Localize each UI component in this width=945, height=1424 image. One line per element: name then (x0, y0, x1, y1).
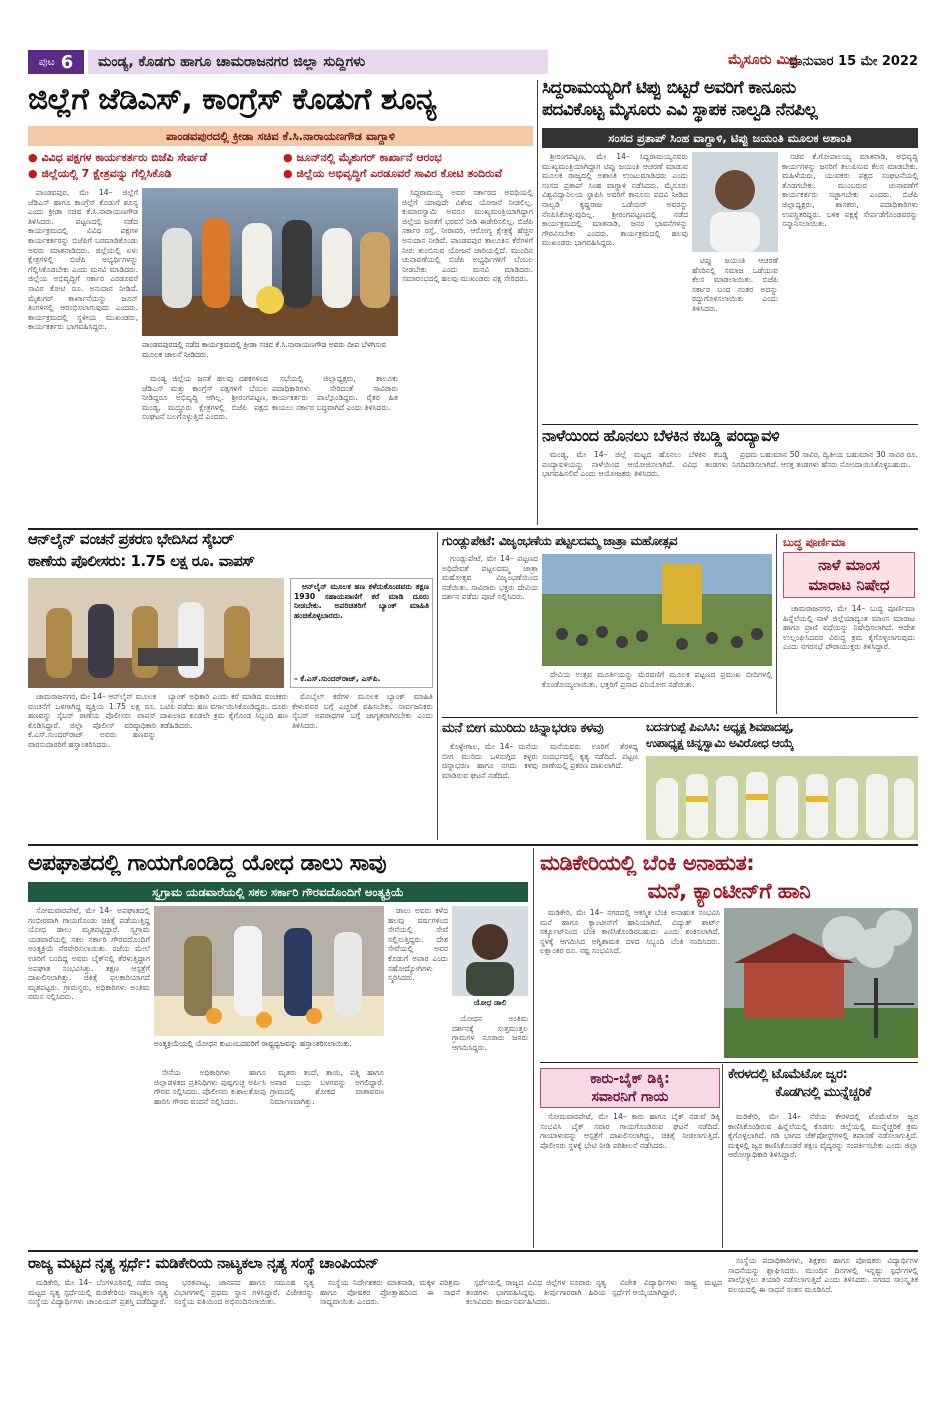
story9-column: ಯೋಧನ ಅಂತಿಮ ದರ್ಶನಕ್ಕೆ ಸುತ್ತಮುತ್ತಲ ಗ್ರಾಮಗಳ ನೂರಾರು ಜನರು ಆಗಮಿಸಿದ್ದರು. (452, 1014, 528, 1052)
newspaper-page (28, 40, 918, 1410)
story6-headline-box (783, 552, 915, 598)
story1-column: ಸಭೆಯಲ್ಲಿ ಜಿಲ್ಲಾಧ್ಯಕ್ಷರು, ತಾಲೂಕು ಪದಾಧಿಕಾರಿಗಳು ಸೇರಿದಂತೆ ಸಾವಿರಾರು ಕಾರ್ಯಕರ್ತರು ಪಾಲ್ಗೊಂಡಿದ್ದರು. ರೈತರ ಹಿತ ಕಾಯಲು ಸರ್ಕಾರ ಬದ್ಧವಾಗಿದೆ ಎಂದು ತಿಳಿಸಿದರು. (272, 374, 398, 412)
story9-portrait (452, 906, 528, 996)
story7-column: ಕೊಳ್ಳೇಗಾಲ, ಮೇ 14– ಮನೆಯ ಬೀಗ ಮುರಿದು ಒಳನುಗ್ಗಿದ ಕಳ್ಳರು ಚಿನ್ನಾಭರಣ ಹಾಗೂ ನಗದು ಕಳವು ಮಾಡಿರುವ ಘಟನೆ ನಡೆದಿದೆ. (442, 742, 538, 780)
story1-column: ಸಿದ್ದರಾಮಯ್ಯ ಅವರ ಸರ್ಕಾರದ ಅವಧಿಯಲ್ಲಿ ಜಿಲ್ಲೆಗೆ ಯಾವುದೇ ವಿಶೇಷ ಯೋಜನೆ ನೀಡಲಿಲ್ಲ. ಕುಮಾರಸ್ವಾಮಿ ಅವರೂ ಮುಖ್ಯಮಂತ್ರಿಯಾಗಿದ್ದಾಗ ಜಿಲ್ಲೆಯ ಜನತೆಗೆ ಭರವಸೆ ನೀಡಿ ಈಡೇರಿಸಲಿಲ್ಲ. ಬಿಜೆಪಿ ಸರ್ಕಾರ ರಸ್ತೆ, ನೀರಾವರಿ, ಆರೋಗ್ಯ ಕ್ಷೇತ್ರಕ್ಕೆ ಹೆಚ್ಚಿನ ಅನುದಾನ ನೀಡಿದೆ. ಪಾಂಡವಪುರ ತಾಲೂಕಿನ ಕೆರೆಗಳಿಗೆ ನೀರು ತುಂಬಿಸುವ ಯೋಜನೆ ಜಾರಿಯಲ್ಲಿದೆ. ಮುಂದಿನ ಚುನಾವಣೆಯಲ್ಲಿ ಬಿಜೆಪಿ ಅಭ್ಯರ್ಥಿಗಳಿಗೆ ಬೆಂಬಲ ನೀಡಬೇಕು ಎಂದು ಮನವಿ ಮಾಡಿದರು. ಸಮಾರಂಭದಲ್ಲಿ ಹಲವು ಮುಖಂಡರು ಪಕ್ಷ ಸೇರಿದರು. (402, 188, 533, 284)
story5-headline: ಗುಂಡ್ಲುಪೇಟೆ: ವಿಜೃಂಭಣೆಯ ಪಟ್ಟಲದಮ್ಮ ಜಾತ್ರಾ ಮಹೋತ್ಸವ (442, 533, 678, 548)
story-divider (540, 1062, 918, 1063)
story13-column: ಸಂಸ್ಥೆಯ ನಿರ್ದೇಶಕರು ಮಾತನಾಡಿ, ಮಕ್ಕಳ ಪರಿಶ್ರಮ ಹಾಗೂ ಪೋಷಕರ ಪ್ರೋತ್ಸಾಹದಿಂದ ಈ ಸಾಧನೆ ಸಾಧ್ಯವಾಯಿತು ಎಂದರು. (320, 1278, 460, 1307)
story1-column: ಪಾಂಡವಪುರ, ಮೇ 14– ಜಿಲ್ಲೆಗೆ ಜೆಡಿಎಸ್ ಹಾಗೂ ಕಾಂಗ್ರೆಸ್ ಕೊಡುಗೆ ಶೂನ್ಯ ಎಂದು ಕ್ರೀಡಾ ಸಚಿವ ಕೆ.ಸಿ.ನಾರಾಯಣಗೌಡ ತಿಳಿಸಿದರು. ಪಟ್ಟಣದಲ್ಲಿ ನಡೆದ ಕಾರ್ಯಕ್ರಮದಲ್ಲಿ ವಿವಿಧ ಪಕ್ಷಗಳ ಕಾರ್ಯಕರ್ತರನ್ನು ಬಿಜೆಪಿಗೆ ಬರಮಾಡಿಕೊಂಡು ಅವರು ಮಾತನಾಡಿದರು. ಜಿಲ್ಲೆಯಲ್ಲಿ ಏಳು ಕ್ಷೇತ್ರಗಳಲ್ಲಿ ಬಿಜೆಪಿ ಅಭ್ಯರ್ಥಿಗಳನ್ನು ಗೆಲ್ಲಿಸಿಕೊಡಬೇಕು ಎಂದು ಮನವಿ ಮಾಡಿದರು. ಜಿಲ್ಲೆಯ ಅಭಿವೃದ್ಧಿಗೆ ಸರ್ಕಾರ ಎರಡೂವರೆ ಸಾವಿರ ಕೋಟಿ ರೂ. ಅನುದಾನ ನೀಡಿದೆ. ಮೈಶುಗರ್ ಕಾರ್ಖಾನೆಯನ್ನು ಜೂನ್ ತಿಂಗಳಿನಲ್ಲಿ ಆರಂಭಿಸಲಾಗುವುದು ಎಂದರು. ಕಾರ್ಯಕ್ರಮದಲ್ಲಿ ಸ್ಥಳೀಯ ಮುಖಂಡರು, ಕಾರ್ಯಕರ್ತರು ಭಾಗವಹಿಸಿದ್ದರು. (28, 188, 138, 332)
story1-bullets-left (28, 150, 278, 182)
story2-headline-line1: ಸಿದ್ದರಾಮಯ್ಯರಿಗೆ ಟಿಪ್ಪು ಬಿಟ್ಟರೆ ಅವರಿಗೆ ಕಾನೂನು (542, 78, 796, 98)
funeral-photo (154, 906, 384, 1036)
group-photo (646, 756, 918, 840)
story2-column: ಟಿಪ್ಪು ಜಯಂತಿ ಆಚರಣೆ ಹೆಸರಿನಲ್ಲಿ ಸಮಾಜ ಒಡೆಯುವ ಕೆಲಸ ಮಾಡಲಾಯಿತು. ಬಿಜೆಪಿ ಸರ್ಕಾರ ಬಂದ ನಂತರ ಅದನ್ನು ರದ್ದುಗೊಳಿಸಲಾಯಿತು ಎಂದು ತಿಳಿಸಿದರು. (692, 256, 778, 313)
story3-column: ಮಂಡ್ಯ, ಮೇ 14– ಜಿಲ್ಲೆ ಮಟ್ಟದ ಹೊನಲು ಬೆಳಕಿನ ಕಬಡ್ಡಿ ಪಂದ್ಯಾವಳಿಯನ್ನು ನಾಳೆಯಿಂದ ಆಯೋಜಿಸಲಾಗಿದೆ. ವಿವಿಧ ತಂಡಗಳು ಭಾಗವಹಿಸಲಿವೆ ಎಂದು ಆಯೋಜಕರು ತಿಳಿಸಿದರು. (542, 450, 728, 479)
police-photo (28, 578, 284, 688)
page-word: ಪುಟ (38, 55, 55, 68)
column-divider (537, 80, 538, 525)
story9-column: ಮೃತರು ತಂದೆ, ತಾಯಿ, ಪತ್ನಿ ಹಾಗೂ ಅಪಾರ ಬಂಧು ಬಳಗವನ್ನು ಅಗಲಿದ್ದಾರೆ. ಗ್ರಾಮದಲ್ಲಿ ಶೋಕದ ವಾತಾವರಣ ನಿರ್ಮಾಣವಾಗಿತ್ತು. (270, 1068, 384, 1106)
story8-headline-line1: ಬದನಗುಪ್ಪೆ ಪಿಎಸಿಸಿ: ಅಧ್ಯಕ್ಷ ಶಿವಪಾದಪ್ಪ, (646, 720, 794, 734)
page-number-badge (28, 50, 84, 74)
story2-portrait (692, 152, 778, 252)
portrait-photo (692, 152, 778, 252)
story1-headline: ಜಿಲ್ಲೆಗೆ ಜೆಡಿಎಸ್, ಕಾಂಗ್ರೆಸ್ ಕೊಡುಗೆ ಶೂನ್ಯ (28, 82, 437, 117)
story11-headline-box (540, 1068, 720, 1108)
bullet: ● ಜೂನ್‌ನಲ್ಲಿ ಮೈಶುಗರ್ ಕಾರ್ಖಾನೆ ಆರಂಭ (283, 150, 533, 166)
story2-headline-line2: ಪದವಿಕೊಟ್ಟ ಮೈಸೂರು ಎವಿ ಸ್ಥಾಪಕ ನಾಲ್ವಡಿ ನೆನಪಿಲ್ಲ (542, 100, 818, 120)
column-divider (722, 1064, 723, 1248)
story13-column: ಸ್ಪರ್ಧೆಯಲ್ಲಿ ರಾಜ್ಯದ ವಿವಿಧ ಜಿಲ್ಲೆಗಳ ನೂರಾರು ನೃತ್ಯ ತಂಡಗಳು ಭಾಗವಹಿಸಿದ್ದವು. ತೀರ್ಪುಗಾರರಾಗಿ ಹಿರಿಯ ಕಲಾವಿದರು ಕಾರ್ಯನಿರ್ವಹಿಸಿದರು. (466, 1278, 606, 1307)
story4-headline-line1: ಆನ್‌ಲೈನ್ ವಂಚನೆ ಪ್ರಕರಣ ಭೇದಿಸಿದ ಸೈಬರ್ (28, 530, 234, 548)
story7-column: ಮನೆಯವರು ಊರಿಗೆ ತೆರಳಿದ್ದ ಸಂದರ್ಭದಲ್ಲಿ ಕೃತ್ಯ ನಡೆದಿದೆ. ಪಟ್ಟಣ ಠಾಣೆಯಲ್ಲಿ ಪ್ರಕರಣ ದಾಖಲಾಗಿದೆ. (542, 742, 638, 771)
story13-column: ಮಡಿಕೇರಿ, ಮೇ 14– ಬೆಂಗಳೂರಿನಲ್ಲಿ ನಡೆದ ರಾಜ್ಯ ಮಟ್ಟದ ನೃತ್ಯ ಸ್ಪರ್ಧೆಯಲ್ಲಿ ಮಡಿಕೇರಿಯ ನಾಟ್ಯಕಲಾ ನೃತ್ಯ ಸಂಸ್ಥೆಯ ವಿದ್ಯಾರ್ಥಿಗಳು ಚಾಂಪಿಯನ್ ಪ್ರಶಸ್ತಿ ಪಡೆದಿದ್ದಾರೆ. (28, 1278, 168, 1307)
quote-sign: – ಕೆ.ಎಸ್.ಸುಂದರ್‌ರಾಜ್, ಎಸ್‌ಪಿ. (294, 674, 381, 683)
story10-headline-line2: ಮನೆ, ಕ್ಯಾಂಟೀನ್‌ಗೆ ಹಾನಿ (647, 879, 811, 903)
story6-column: ಚಾಮರಾಜನಗರ, ಮೇ 14– ಬುದ್ಧ ಪೂರ್ಣಿಮಾ ಹಿನ್ನೆಲೆಯಲ್ಲಿ ನಾಳೆ ಜಿಲ್ಲೆಯಾದ್ಯಂತ ಮಾಂಸ ಮಾರಾಟ ಹಾಗೂ ಪ್ರಾಣಿ ವಧೆಯನ್ನು ನಿಷೇಧಿಸಲಾಗಿದೆ. ಆದೇಶ ಉಲ್ಲಂಘಿಸಿದವರ ವಿರುದ್ಧ ಕ್ರಮ ಕೈಗೊಳ್ಳಲಾಗುವುದು ಎಂದು ನಗರಸಭೆ ಪೌರಾಯುಕ್ತರು ತಿಳಿಸಿದ್ದಾರೆ. (783, 604, 915, 652)
section-divider (28, 1250, 918, 1252)
story8-photo (646, 756, 918, 840)
paper-name: ಮೈಸೂರು ಮಿತ್ರ (728, 52, 798, 68)
bullet: ● ಜಿಲ್ಲೆಯ ಅಭಿವೃದ್ಧಿಗೆ ಎರಡೂವರೆ ಸಾವಿರ ಕೋಟಿ ತಂದಿರುವೆ (283, 166, 533, 182)
story9-headline: ಅಪಘಾತದಲ್ಲಿ ಗಾಯಗೊಂಡಿದ್ದ ಯೋಧ ಡಾಲು ಸಾವು (28, 851, 387, 876)
soldier-portrait (452, 906, 528, 996)
story1-photo (142, 188, 398, 336)
section-title: ಮಂಡ್ಯ, ಕೊಡಗು ಹಾಗೂ ಚಾಮರಾಜನಗರ ಜಿಲ್ಲಾ ಸುದ್ದಿಗಳು (88, 50, 548, 74)
story12-headline-line2: ಕೊಡಗಿನಲ್ಲಿ ಮುನ್ನೆಚ್ಚರಿಕೆ (775, 1085, 871, 1100)
story10-headline-line1: ಮಡಿಕೇರಿಯಲ್ಲಿ ಬೆಂಕಿ ಅನಾಹುತ: (540, 851, 755, 875)
story6-headline-line2: ಮಾರಾಟ ನಿಷೇಧ (808, 576, 890, 594)
page-number: 6 (60, 51, 74, 73)
story10-column: ಮಡಿಕೇರಿ, ಮೇ 14– ನಗರದಲ್ಲಿ ಆಕಸ್ಮಿಕ ಬೆಂಕಿ ಅನಾಹುತ ಸಂಭವಿಸಿ ಮನೆ ಹಾಗೂ ಕ್ಯಾಂಟೀನ್‌ಗೆ ಹಾನಿಯಾಗಿದೆ. ವಿದ್ಯುತ್ ಶಾರ್ಟ್ ಸರ್ಕ್ಯೂಟ್‌ನಿಂದ ಬೆಂಕಿ ಕಾಣಿಸಿಕೊಂಡಿರಬಹುದು ಎಂದು ಶಂಕಿಸಲಾಗಿದೆ. ಸ್ಥಳಕ್ಕೆ ಆಗಮಿಸಿದ ಅಗ್ನಿಶಾಮಕ ದಳದ ಸಿಬ್ಬಂದಿ ಬೆಂಕಿ ನಂದಿಸಿದರು. ಲಕ್ಷಾಂತರ ರೂ. ನಷ್ಟ ಸಂಭವಿಸಿದೆ. (540, 908, 720, 956)
story12-column: ಮಡಿಕೇರಿ, ಮೇ 14– ನೆರೆಯ ಕೇರಳದಲ್ಲಿ ಟೊಮೆಟೋ ಜ್ವರ ಕಾಣಿಸಿಕೊಂಡಿರುವ ಹಿನ್ನೆಲೆಯಲ್ಲಿ ಕೊಡಗು ಜಿಲ್ಲೆಯಲ್ಲಿ ಮುನ್ನೆಚ್ಚರಿಕೆ ಕ್ರಮ ಕೈಗೊಳ್ಳಲಾಗಿದೆ. ಗಡಿ ಭಾಗದ ಚೆಕ್‌ಪೋಸ್ಟ್‌ಗಳಲ್ಲಿ ತಪಾಸಣೆ ನಡೆಸಲಾಗುತ್ತಿದೆ. ಮಕ್ಕಳಲ್ಲಿ ಜ್ವರ ಕಾಣಿಸಿಕೊಂಡರೆ ತಕ್ಷಣ ವೈದ್ಯರನ್ನು ಸಂಪರ್ಕಿಸಬೇಕು ಎಂದು ಜಿಲ್ಲಾ ಆರೋಗ್ಯಾಧಿಕಾರಿ ತಿಳಿಸಿದ್ದಾರೆ. (728, 1112, 918, 1160)
story9-photo (154, 906, 384, 1036)
issue-date: ಭಾನುವಾರ 15 ಮೇ 2022 (788, 54, 918, 69)
quote-text: ಆನ್‌ಲೈನ್ ಮೂಲಕ ಹಣ ಕಳೆದುಕೊಂಡವರು ತಕ್ಷಣ 1930 ಸಹಾಯವಾಣಿಗೆ ಕರೆ ಮಾಡಿ ದೂರು ನೀಡಬೇಕು. ಅಪರಿಚಿತರಿಗೆ ಬ್ಯಾಂಕ್ ಮಾಹಿತಿ ಹಂಚಿಕೊಳ್ಳಬಾರದು. (294, 582, 429, 620)
story1-subhead: ಪಾಂಡವಪುರದಲ್ಲಿ ಕ್ರೀಡಾ ಸಚಿವ ಕೆ.ಸಿ.ನಾರಾಯಣಗೌಡ ವಾಗ್ದಾಳಿ (28, 126, 533, 146)
story1-bullets-right (283, 150, 533, 182)
column-divider (533, 848, 534, 1248)
story-divider (542, 424, 918, 425)
story9-column: ಸೇನೆಯ ಅಧಿಕಾರಿಗಳು ಹಾಗೂ ಜಿಲ್ಲಾಡಳಿತದ ಪ್ರತಿನಿಧಿಗಳು ಪುಷ್ಪಗುಚ್ಛ ಅರ್ಪಿಸಿ ಗೌರವ ಸಲ್ಲಿಸಿದರು. ಪೊಲೀಸರು ಕುಶಾಲತೋಪು ಹಾರಿಸಿ ಗೌರವ ವಂದನೆ ಸಲ್ಲಿಸಿದರು. (154, 1068, 266, 1106)
story13-column: ವಿಜೇತ ವಿದ್ಯಾರ್ಥಿಗಳು ರಾಷ್ಟ್ರ ಮಟ್ಟದ ಸ್ಪರ್ಧೆಗೆ ಆಯ್ಕೆಯಾಗಿದ್ದಾರೆ. (612, 1278, 722, 1297)
story10-photo (724, 908, 918, 1058)
story11-column: ಸೋಮವಾರಪೇಟೆ, ಮೇ 14– ಕಾರು ಹಾಗೂ ಬೈಕ್ ನಡುವೆ ಡಿಕ್ಕಿ ಸಂಭವಿಸಿ ಬೈಕ್ ಸವಾರ ಗಾಯಗೊಂಡಿರುವ ಘಟನೆ ನಡೆದಿದೆ. ಗಾಯಾಳುವನ್ನು ಆಸ್ಪತ್ರೆಗೆ ದಾಖಲಿಸಲಾಗಿದ್ದು, ಚಿಕಿತ್ಸೆ ನೀಡಲಾಗುತ್ತಿದೆ. ಪೊಲೀಸರು ಸ್ಥಳಕ್ಕೆ ಭೇಟಿ ನೀಡಿ ಪರಿಶೀಲನೆ ನಡೆಸಿದರು. (540, 1112, 720, 1150)
story9-column: ಸೋಮವಾರಪೇಟೆ, ಮೇ 14– ಅಪಘಾತದಲ್ಲಿ ಗಂಭೀರವಾಗಿ ಗಾಯಗೊಂಡು ಚಿಕಿತ್ಸೆ ಪಡೆಯುತ್ತಿದ್ದ ಯೋಧ ಡಾಲು ಮೃತಪಟ್ಟಿದ್ದಾರೆ. ಸ್ವಗ್ರಾಮ ಯಡವಾರೆಯಲ್ಲಿ ಸಕಲ ಸರ್ಕಾರಿ ಗೌರವದೊಂದಿಗೆ ಅಂತ್ಯಕ್ರಿಯೆ ನೆರವೇರಿಸಲಾಯಿತು. ರಜೆಯ ಮೇಲೆ ಊರಿಗೆ ಬಂದಿದ್ದ ಅವರು ಬೈಕ್‌ನಲ್ಲಿ ತೆರಳುತ್ತಿದ್ದಾಗ ಅಪಘಾತ ಸಂಭವಿಸಿತ್ತು. ತಕ್ಷಣ ಆಸ್ಪತ್ರೆಗೆ ದಾಖಲಿಸಲಾಗಿತ್ತು. ಚಿಕಿತ್ಸೆ ಫಲಕಾರಿಯಾಗದೆ ಮೃತಪಟ್ಟರು. ಗ್ರಾಮಸ್ಥರು, ಅಧಿಕಾರಿಗಳು ಅಂತಿಮ ನಮನ ಸಲ್ಲಿಸಿದರು. (28, 906, 150, 1002)
story9-column: ಡಾಲು ಅವರು ಕಳೆದ ಹಲವು ವರ್ಷಗಳಿಂದ ಸೇನೆಯಲ್ಲಿ ಸೇವೆ ಸಲ್ಲಿಸುತ್ತಿದ್ದರು. ದೇಶ ಸೇವೆಯಲ್ಲಿ ಅವರ ಕೊಡುಗೆ ಅಪಾರ ಎಂದು ಸಹೋದ್ಯೋಗಿಗಳು ಸ್ಮರಿಸಿದರು. (388, 906, 448, 983)
story4-column: ಚಾಮರಾಜನಗರ, ಮೇ 14– ಆನ್‌ಲೈನ್ ಮೂಲಕ ವಂಚನೆಗೆ ಒಳಗಾಗಿದ್ದ ವ್ಯಕ್ತಿಯ 1.75 ಲಕ್ಷ ರೂ. ಹಣವನ್ನು ಸೈಬರ್ ಠಾಣೆಯ ಪೊಲೀಸರು ವಾಪಸ್ ಕೊಡಿಸಿದ್ದಾರೆ. ಜಿಲ್ಲಾ ಪೊಲೀಸ್ ವರಿಷ್ಠಾಧಿಕಾರಿ ಕೆ.ಎಸ್.ಸುಂದರ್‌ರಾಜ್ ಅವರು ಹಣವನ್ನು ವಾರಸುದಾರರಿಗೆ ಹಸ್ತಾಂತರಿಸಿದರು. (28, 692, 156, 749)
story-divider (442, 717, 918, 718)
bullet: ● ವಿವಿಧ ಪಕ್ಷಗಳ ಕಾರ್ಯಕರ್ತರು ಬಿಜೆಪಿ ಸೇರ್ಪಡೆ (28, 150, 278, 166)
story13-headline: ರಾಜ್ಯ ಮಟ್ಟದ ನೃತ್ಯ ಸ್ಪರ್ಧೆ: ಮಡಿಕೇರಿಯ ನಾಟ್ಯಕಲಾ ನೃತ್ಯ ಸಂಸ್ಥೆ ಚಾಂಪಿಯನ್ (28, 1254, 379, 1272)
story6-kicker: ಬುದ್ಧ ಪೂರ್ಣಿಮಾ (783, 536, 846, 549)
story13-column: ಸಂಸ್ಥೆಯ ಪದಾಧಿಕಾರಿಗಳು, ಶಿಕ್ಷಕರು ಹಾಗೂ ಪೋಷಕರು ವಿದ್ಯಾರ್ಥಿಗಳ ಸಾಧನೆಯನ್ನು ಶ್ಲಾಘಿಸಿದರು. ಮುಂದಿನ ದಿನಗಳಲ್ಲಿ ಇನ್ನಷ್ಟು ಸ್ಪರ್ಧೆಗಳಲ್ಲಿ ಪಾಲ್ಗೊಳ್ಳಲು ತಯಾರಿ ನಡೆಸಲಾಗುತ್ತಿದೆ ಎಂದು ತಿಳಿಸಿದರು. ನಗರದ ಸಾಂಸ್ಕೃತಿಕ ವಲಯದಲ್ಲಿ ಈ ಸಾಧನೆ ಸಂತಸ ಮೂಡಿಸಿದೆ. (728, 1256, 918, 1294)
story2-subhead: ಸಂಸದ ಪ್ರತಾಪ್ ಸಿಂಹ ವಾಗ್ದಾಳಿ, ಟಿಪ್ಪು ಜಯಂತಿ ಮೂಲಕ ಅಶಾಂತಿ (542, 128, 918, 148)
festival-photo (542, 554, 772, 666)
fire-photo (724, 908, 918, 1058)
story11-headline-line2: ಸವಾರನಿಗೆ ಗಾಯ (591, 1089, 669, 1105)
story12-headline-line1: ಕೇರಳದಲ್ಲಿ ಟೊಮೆಟೋ ಜ್ವರ: (728, 1067, 848, 1082)
page-header (28, 48, 918, 76)
story4-photo (28, 578, 284, 688)
story1-photo-caption: ಪಾಂಡವಪುರದಲ್ಲಿ ನಡೆದ ಕಾರ್ಯಕ್ರಮದಲ್ಲಿ ಕ್ರೀಡಾ ಸಚಿವ ಕೆ.ಸಿ.ನಾರಾಯಣಗೌಡ ಅವರು ದೀಪ ಬೆಳಗಿಸುವ ಮೂಲಕ ಚಾಲನೆ ನೀಡಿದರು. (142, 340, 387, 359)
bullet: ● ಜಿಲ್ಲೆಯಲ್ಲಿ 7 ಕ್ಷೇತ್ರವನ್ನು ಗೆಲ್ಲಿಸಿಕೊಡಿ (28, 166, 278, 182)
story5-column: ಗುಂಡ್ಲುಪೇಟೆ, ಮೇ 14– ಪಟ್ಟಣದ ಅಧಿದೇವತೆ ಪಟ್ಟಲದಮ್ಮ ಜಾತ್ರಾ ಮಹೋತ್ಸವ ವಿಜೃಂಭಣೆಯಿಂದ ನಡೆಯಿತು. ಸಾವಿರಾರು ಭಕ್ತರು ದೇವಿಯ ದರ್ಶನ ಪಡೆದು ಪೂಜೆ ಸಲ್ಲಿಸಿದರು. (442, 554, 538, 602)
story5-photo (542, 554, 772, 666)
story9-photo-caption: ಅಂತ್ಯಕ್ರಿಯೆಯಲ್ಲಿ ಯೋಧನ ಕುಟುಂಬದವರಿಗೆ ರಾಷ್ಟ್ರಧ್ವಜವನ್ನು ಹಸ್ತಾಂತರಿಸಲಾಯಿತು. (154, 1039, 352, 1048)
story6-headline-line1: ನಾಳೆ ಮಾಂಸ (818, 556, 880, 574)
story9-subhead: ಸ್ವಗ್ರಾಮ ಯಡವಾರೆಯಲ್ಲಿ ಸಕಲ ಸರ್ಕಾರಿ ಗೌರವದೊಂದಿಗೆ ಅಂತ್ಯಕ್ರಿಯೆ (28, 882, 528, 902)
story3-column: ಪ್ರಥಮ ಬಹುಮಾನ 50 ಸಾವಿರ, ದ್ವಿತೀಯ ಬಹುಮಾನ 30 ಸಾವಿರ ರೂ. ನಿಗದಿಪಡಿಸಲಾಗಿದೆ. ಆಸಕ್ತ ತಂಡಗಳು ಹೆಸರು ನೋಂದಾಯಿಸಿಕೊಳ್ಳಬಹುದು. (732, 450, 918, 469)
story7-headline: ಮನೆ ಬೀಗ ಮುರಿದು ಚಿನ್ನಾಭರಣ ಕಳವು (442, 720, 604, 736)
story4-column: ಮೊಬೈಲ್ ಕರೆಗಳ ಮೂಲಕ ಬ್ಯಾಂಕ್ ಮಾಹಿತಿ ಕೇಳುವವರ ಬಗ್ಗೆ ಎಚ್ಚರಿಕೆ ವಹಿಸಬೇಕು. ಸಾರ್ವಜನಿಕರು ಸೈಬರ್ ಅಪರಾಧಗಳ ಬಗ್ಗೆ ಜಾಗೃತರಾಗಿರಬೇಕು ಎಂದು ತಿಳಿಸಿದರು. (292, 692, 433, 730)
story5-column: ದೇವಿಯ ಉತ್ಸವ ಮೂರ್ತಿಯನ್ನು ಮೆರವಣಿಗೆ ಮೂಲಕ ಪಟ್ಟಣದ ಪ್ರಮುಖ ಬೀದಿಗಳಲ್ಲಿ ಕೊಂಡೊಯ್ಯಲಾಯಿತು. ಭಕ್ತರಿಗೆ ಪ್ರಸಾದ ವಿನಿಯೋಗ ನಡೆಯಿತು. (542, 670, 772, 689)
story13-column: ಭರತನಾಟ್ಯ, ಜಾನಪದ ಹಾಗೂ ಸಮೂಹ ನೃತ್ಯ ವಿಭಾಗಗಳಲ್ಲಿ ಪ್ರಥಮ ಸ್ಥಾನ ಗಳಿಸಿದ್ದಾರೆ. ವಿಜೇತರನ್ನು ಸಂಸ್ಥೆಯ ವತಿಯಿಂದ ಅಭಿನಂದಿಸಲಾಯಿತು. (174, 1278, 314, 1307)
story4-headline-line2: ಠಾಣೆಯ ಪೊಲೀಸರು: 1.75 ಲಕ್ಷ ರೂ. ವಾಪಸ್ (28, 552, 255, 570)
ceremony-photo (142, 188, 398, 336)
story9-portrait-caption: ಯೋಧ ಡಾಲಿ (473, 998, 507, 1007)
story2-column: ಶ್ರೀರಂಗಪಟ್ಟಣ, ಮೇ 14– ಸಿದ್ದರಾಮಯ್ಯನವರು ಮುಖ್ಯಮಂತ್ರಿಯಾಗಿದ್ದಾಗ ಟಿಪ್ಪು ಜಯಂತಿ ಆಚರಣೆ ಮಾಡುವ ಮೂಲಕ ರಾಜ್ಯದಲ್ಲಿ ಅಶಾಂತಿ ಉಂಟುಮಾಡಿದರು ಎಂದು ಸಂಸದ ಪ್ರತಾಪ್ ಸಿಂಹ ವಾಗ್ದಾಳಿ ನಡೆಸಿದರು. ಮೈಸೂರು ವಿಶ್ವವಿದ್ಯಾನಿಲಯ ಸ್ಥಾಪಿಸಿ ಅವರಿಗೆ ಕಾನೂನು ಪದವಿ ನೀಡಿದ ನಾಲ್ವಡಿ ಕೃಷ್ಣರಾಜ ಒಡೆಯರ್ ಅವರನ್ನು ನೆನಪಿಸಿಕೊಳ್ಳುವುದಿಲ್ಲ. ಶ್ರೀರಂಗಪಟ್ಟಣದಲ್ಲಿ ನಡೆದ ಕಾರ್ಯಕ್ರಮದಲ್ಲಿ ಮಾತನಾಡಿ, ಜನರ ಭಾವನೆಗಳನ್ನು ಗೌರವಿಸಬೇಕು ಎಂದರು. ಕಾರ್ಯಕ್ರಮದಲ್ಲಿ ಹಲವು ಮುಖಂಡರು ಭಾಗವಹಿಸಿದ್ದರು. (542, 152, 688, 248)
story8-headline-line2: ಉಪಾಧ್ಯಕ್ಷ ಚಿನ್ನಸ್ವಾಮಿ ಅವಿರೋಧ ಆಯ್ಕೆ (646, 736, 794, 750)
section-divider (28, 844, 918, 846)
story4-quote-box (290, 578, 433, 688)
story6-box (776, 534, 918, 714)
story11-headline-line1: ಕಾರು-ಬೈಕ್ ಡಿಕ್ಕಿ: (590, 1071, 670, 1087)
column-divider (437, 532, 438, 840)
story3-headline: ನಾಳೆಯಿಂದ ಹೊನಲು ಬೆಳಕಿನ ಕಬಡ್ಡಿ ಪಂದ್ಯಾವಳಿ (542, 426, 780, 445)
story2-column: ಸಚಿವ ಕೆ.ಗೋಪಾಲಯ್ಯ ಮಾತನಾಡಿ, ಅಭಿವೃದ್ಧಿ ಕಾರ್ಯಗಳನ್ನು ಜನರಿಗೆ ತಲುಪಿಸುವ ಕೆಲಸ ಮಾಡಬೇಕು. ಮಹಿಳೆಯರು, ಯುವಕರು ಪಕ್ಷದ ಸಂಘಟನೆಯಲ್ಲಿ ತೊಡಗಬೇಕು. ಮುಂಬರುವ ಚುನಾವಣೆಗೆ ಕಾರ್ಯಕರ್ತರು ಸಜ್ಜಾಗಬೇಕು ಎಂದರು. ಬಿಜೆಪಿ ಜಿಲ್ಲಾಧ್ಯಕ್ಷರು, ಶಾಸಕರು, ಪದಾಧಿಕಾರಿಗಳು ಉಪಸ್ಥಿತರಿದ್ದರು. ಬಳಿಕ ಪಕ್ಷಕ್ಕೆ ಸೇರ್ಪಡೆಗೊಂಡವರನ್ನು ಸನ್ಮಾನಿಸಲಾಯಿತು. (782, 152, 918, 229)
story1-column: ಮಂಡ್ಯ ಜಿಲ್ಲೆಯ ಜನತೆ ಹಲವು ದಶಕಗಳಿಂದ ಜೆಡಿಎಸ್ ಮತ್ತು ಕಾಂಗ್ರೆಸ್ ಪಕ್ಷಗಳಿಗೆ ಬೆಂಬಲ ನೀಡಿದ್ದರೂ ಅಭಿವೃದ್ಧಿ ಆಗಿಲ್ಲ. ಶ್ರೀರಂಗಪಟ್ಟಣ, ಮಂಡ್ಯ, ಮದ್ದೂರು ಕ್ಷೇತ್ರಗಳಲ್ಲಿ ಬಿಜೆಪಿ ಪಕ್ಷದ ಸಂಘಟನೆ ಬಲಗೊಳ್ಳುತ್ತಿದೆ ಎಂದರು. (142, 374, 268, 422)
story4-column: ಬ್ಯಾಂಕ್ ಅಧಿಕಾರಿ ಎಂದು ಕರೆ ಮಾಡಿದ ವಂಚಕರು ಒಟಿಪಿ ಪಡೆದು ಹಣ ವರ್ಗಾಯಿಸಿಕೊಂಡಿದ್ದರು. ದೂರು ದಾಖಲಾದ ಕೂಡಲೇ ಕ್ರಮ ಕೈಗೊಂಡ ಸಿಬ್ಬಂದಿ ಹಣ ತಡೆಹಿಡಿದರು. (160, 692, 288, 730)
